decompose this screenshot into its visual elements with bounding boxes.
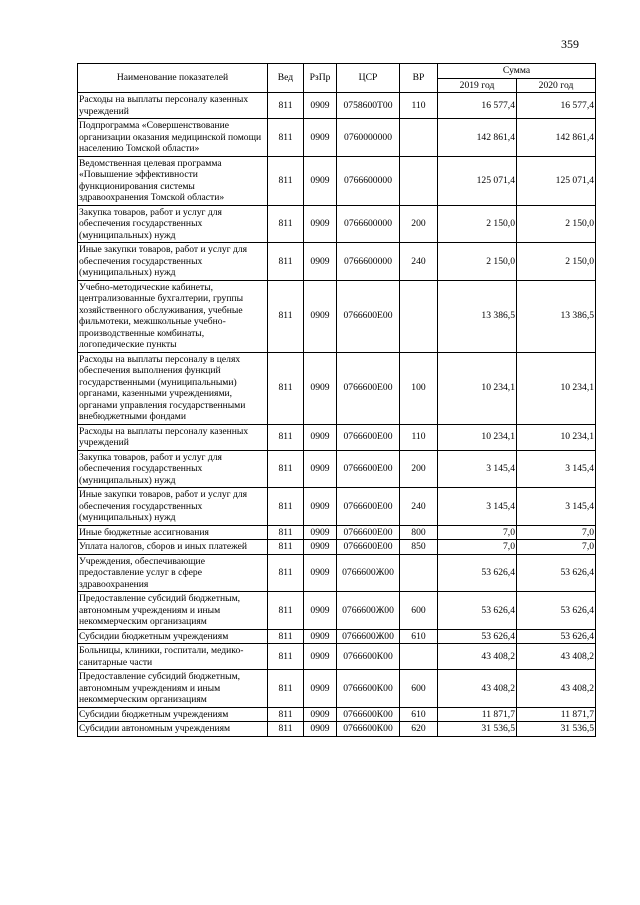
row-sum-2019: 2 150,0 [438,205,517,243]
row-ved: 811 [268,424,304,450]
row-sum-2020: 10 234,1 [517,352,596,424]
row-vr: 110 [400,93,438,119]
row-name: Учебно-методические кабинеты, централизованные бухгалтерии, группы хозяйственного обслуживания, учебные фильмотеки, межшкольные учебно-производственные комбинаты, логопедические пункты [78,280,268,352]
table-row [78,352,596,424]
table-row [78,156,596,205]
row-name: Предоставление субсидий бюджетным, автономным учреждениям и иным некоммерческим организациям [78,592,268,630]
row-rzpr: 0909 [304,352,337,424]
header-year-2019: 2019 год [438,78,517,93]
row-sum-2019: 43 408,2 [438,670,517,708]
row-csr: 0766600Ж00 [337,554,400,592]
row-name: Закупка товаров, работ и услуг для обеспечения государственных (муниципальных) нужд [78,450,268,488]
row-name: Иные закупки товаров, работ и услуг для обеспечения государственных (муниципальных) нужд [78,488,268,526]
row-sum-2020: 16 577,4 [517,93,596,119]
row-rzpr: 0909 [304,424,337,450]
row-rzpr: 0909 [304,205,337,243]
row-sum-2019: 3 145,4 [438,450,517,488]
row-vr [400,156,438,205]
budget-table [77,63,596,737]
row-vr: 110 [400,424,438,450]
row-rzpr: 0909 [304,93,337,119]
row-ved: 811 [268,670,304,708]
table-row [78,424,596,450]
row-csr: 0766600К00 [337,722,400,737]
row-ved: 811 [268,644,304,670]
row-rzpr: 0909 [304,243,337,281]
row-ved: 811 [268,707,304,722]
row-csr: 0766600Е00 [337,424,400,450]
row-csr: 0760000000 [337,119,400,157]
row-sum-2019: 10 234,1 [438,424,517,450]
row-rzpr: 0909 [304,280,337,352]
row-sum-2020: 7,0 [517,525,596,540]
row-vr: 800 [400,525,438,540]
row-vr: 240 [400,488,438,526]
row-csr: 0766600Е00 [337,280,400,352]
row-ved: 811 [268,450,304,488]
row-sum-2020: 10 234,1 [517,424,596,450]
row-ved: 811 [268,205,304,243]
row-vr [400,119,438,157]
row-csr: 0766600К00 [337,644,400,670]
row-name: Подпрограмма «Совершенствование организации оказания медицинской помощи населению Томской области» [78,119,268,157]
row-sum-2020: 53 626,4 [517,554,596,592]
row-csr: 0766600Е00 [337,540,400,555]
row-rzpr: 0909 [304,670,337,708]
row-sum-2019: 53 626,4 [438,629,517,644]
table-row [78,592,596,630]
row-vr: 600 [400,592,438,630]
row-sum-2020: 142 861,4 [517,119,596,157]
row-ved: 811 [268,93,304,119]
table-row [78,670,596,708]
row-sum-2019: 31 536,5 [438,722,517,737]
row-name: Расходы на выплаты персоналу казенных учреждений [78,93,268,119]
table-row [78,707,596,722]
table-row [78,205,596,243]
row-rzpr: 0909 [304,644,337,670]
row-csr: 0766600Ж00 [337,629,400,644]
page-number: 359 [561,37,579,51]
row-vr: 620 [400,722,438,737]
table-row [78,722,596,737]
row-name: Больницы, клиники, госпитали, медико-санитарные части [78,644,268,670]
table-header [78,64,596,93]
header-vr: ВР [400,64,438,93]
header-rzpr: РзПр [304,64,337,93]
table-row [78,243,596,281]
row-vr: 200 [400,205,438,243]
row-csr: 0766600Е00 [337,525,400,540]
row-rzpr: 0909 [304,156,337,205]
row-rzpr: 0909 [304,629,337,644]
row-rzpr: 0909 [304,592,337,630]
row-ved: 811 [268,280,304,352]
row-vr [400,280,438,352]
row-vr [400,554,438,592]
table-row [78,280,596,352]
header-ved: Вед [268,64,304,93]
row-name: Уплата налогов, сборов и иных платежей [78,540,268,555]
table-row [78,525,596,540]
row-vr: 850 [400,540,438,555]
row-ved: 811 [268,540,304,555]
row-rzpr: 0909 [304,450,337,488]
row-vr: 610 [400,707,438,722]
row-sum-2020: 13 386,5 [517,280,596,352]
row-sum-2019: 7,0 [438,525,517,540]
row-rzpr: 0909 [304,525,337,540]
row-sum-2019: 2 150,0 [438,243,517,281]
row-name: Ведомственная целевая программа «Повышение эффективности функционирования системы здравоохранения Томской области» [78,156,268,205]
row-sum-2020: 125 071,4 [517,156,596,205]
row-ved: 811 [268,156,304,205]
header-name: Наименование показателей [78,64,268,93]
row-sum-2019: 11 871,7 [438,707,517,722]
row-sum-2020: 3 145,4 [517,450,596,488]
row-name: Иные закупки товаров, работ и услуг для обеспечения государственных (муниципальных) нужд [78,243,268,281]
row-csr: 0766600К00 [337,670,400,708]
row-rzpr: 0909 [304,722,337,737]
row-vr: 610 [400,629,438,644]
header-csr: ЦСР [337,64,400,93]
row-name: Субсидии автономным учреждениям [78,722,268,737]
row-name: Субсидии бюджетным учреждениям [78,707,268,722]
row-csr: 0766600Е00 [337,488,400,526]
table-row [78,629,596,644]
row-sum-2019: 3 145,4 [438,488,517,526]
header-year-2020: 2020 год [517,78,596,93]
row-vr: 100 [400,352,438,424]
row-rzpr: 0909 [304,554,337,592]
row-rzpr: 0909 [304,488,337,526]
row-sum-2020: 31 536,5 [517,722,596,737]
row-sum-2019: 53 626,4 [438,592,517,630]
row-name: Учреждения, обеспечивающие предоставление услуг в сфере здравоохранения [78,554,268,592]
row-name: Субсидии бюджетным учреждениям [78,629,268,644]
row-name: Расходы на выплаты персоналу казенных учреждений [78,424,268,450]
row-csr: 0766600000 [337,205,400,243]
row-sum-2019: 7,0 [438,540,517,555]
row-csr: 0766600Ж00 [337,592,400,630]
table-body [78,93,596,737]
table-row [78,644,596,670]
row-ved: 811 [268,722,304,737]
row-ved: 811 [268,119,304,157]
row-name: Закупка товаров, работ и услуг для обеспечения государственных (муниципальных) нужд [78,205,268,243]
row-sum-2020: 3 145,4 [517,488,596,526]
row-csr: 0766600Е00 [337,450,400,488]
row-vr [400,644,438,670]
row-sum-2019: 16 577,4 [438,93,517,119]
row-sum-2019: 125 071,4 [438,156,517,205]
row-sum-2019: 43 408,2 [438,644,517,670]
table-row [78,554,596,592]
row-ved: 811 [268,629,304,644]
table-row [78,93,596,119]
table-row [78,450,596,488]
row-sum-2020: 7,0 [517,540,596,555]
row-ved: 811 [268,554,304,592]
row-csr: 0766600Е00 [337,352,400,424]
row-sum-2020: 43 408,2 [517,670,596,708]
row-rzpr: 0909 [304,707,337,722]
row-name: Расходы на выплаты персоналу в целях обеспечения выполнения функций государственными (муниципальными) органами, казенными учреждениями, органами управления государственными внебюджетными фондами [78,352,268,424]
row-sum-2019: 13 386,5 [438,280,517,352]
row-rzpr: 0909 [304,119,337,157]
row-ved: 811 [268,525,304,540]
row-csr: 0766600000 [337,156,400,205]
row-csr: 0758600Т00 [337,93,400,119]
row-ved: 811 [268,243,304,281]
row-rzpr: 0909 [304,540,337,555]
row-name: Предоставление субсидий бюджетным, автономным учреждениям и иным некоммерческим организациям [78,670,268,708]
row-ved: 811 [268,352,304,424]
table-row [78,119,596,157]
row-ved: 811 [268,592,304,630]
table-row [78,488,596,526]
row-sum-2020: 43 408,2 [517,644,596,670]
row-sum-2019: 142 861,4 [438,119,517,157]
table-row [78,540,596,555]
row-vr: 240 [400,243,438,281]
header-sum: Сумма [438,64,596,79]
row-sum-2020: 2 150,0 [517,243,596,281]
row-sum-2020: 11 871,7 [517,707,596,722]
row-csr: 0766600К00 [337,707,400,722]
row-sum-2020: 2 150,0 [517,205,596,243]
row-csr: 0766600000 [337,243,400,281]
row-sum-2020: 53 626,4 [517,629,596,644]
row-sum-2020: 53 626,4 [517,592,596,630]
row-name: Иные бюджетные ассигнования [78,525,268,540]
row-vr: 600 [400,670,438,708]
row-sum-2019: 53 626,4 [438,554,517,592]
row-sum-2019: 10 234,1 [438,352,517,424]
row-vr: 200 [400,450,438,488]
row-ved: 811 [268,488,304,526]
